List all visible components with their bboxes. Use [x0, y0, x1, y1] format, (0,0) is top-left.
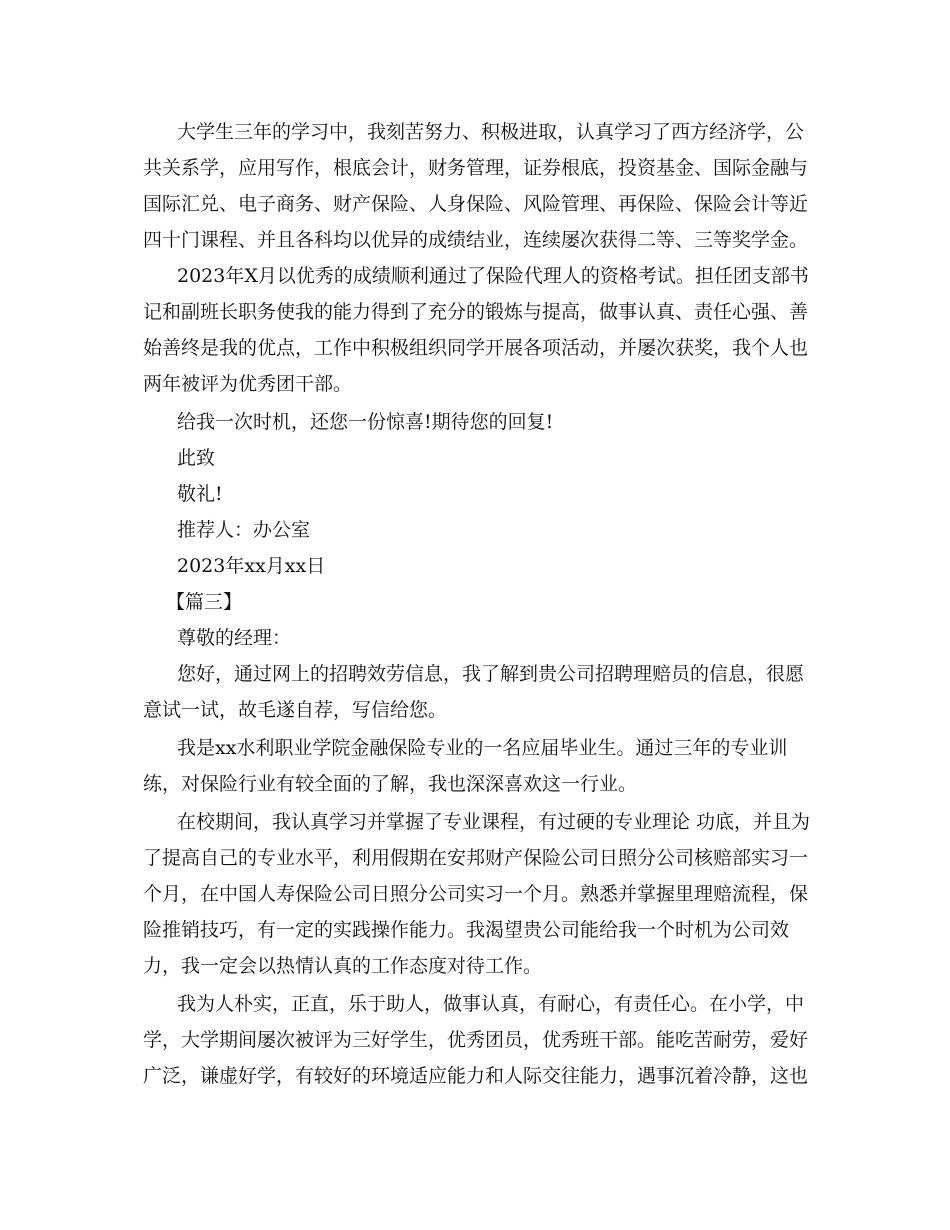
- paragraph-6-line-3: 广泛，谦虚好学，有较好的环境适应能力和人际交往能力，遇事沉着冷静，这也: [143, 1065, 809, 1087]
- paragraph-2-line-1: 2023年X月以优秀的成绩顺利通过了保险代理人的资格考试。担任团支部书: [177, 265, 809, 287]
- paragraph-5-line-3: 个月，在中国人寿保险公司日照分公司实习一个月。熟悉并掌握里理赔流程，保: [143, 883, 809, 905]
- paragraph-5-line-5: 力，我一定会以热情认真的工作态度对待工作。: [143, 955, 543, 977]
- paragraph-5-line-2: 了提高自己的专业水平，利用假期在安邦财产保险公司日照分公司核赔部实习一: [143, 847, 809, 869]
- paragraph-2-line-3: 始善终是我的优点，工作中积极组织同学开展各项活动，并屡次获奖，我个人也: [143, 337, 809, 359]
- paragraph-3-line-1: 您好，通过网上的招聘效劳信息，我了解到贵公司招聘理赔员的信息，很愿: [177, 663, 805, 685]
- paragraph-2-line-4: 两年被评为优秀团干部。: [143, 373, 353, 395]
- paragraph-4-line-2: 练，对保险行业有较全面的了解，我也深深喜欢这一行业。: [143, 773, 638, 795]
- paragraph-4-line-1: 我是xx水利职业学院金融保险专业的一名应届毕业生。通过三年的专业训: [177, 737, 788, 759]
- paragraph-5-line-1: 在校期间，我认真学习并掌握了专业课程，有过硬的专业理论 功底，并且为: [177, 811, 811, 833]
- recommender-line: 推荐人：办公室: [177, 519, 311, 541]
- salutation-line-1: 此致: [177, 447, 216, 469]
- paragraph-3-line-2: 意试一试，故毛遂自荐，写信给您。: [143, 699, 448, 721]
- paragraph-1-line-4: 四十门课程、并且各科均以优异的成绩结业，连续屡次获得二等、三等奖学金。: [143, 229, 809, 251]
- date-line: 2023年xx月xx日: [177, 555, 326, 577]
- greeting-line: 尊敬的经理：: [177, 627, 292, 649]
- paragraph-1-line-3: 国际汇兑、电子商务、财产保险、人身保险、风险管理、再保险、保险会计等近: [143, 193, 809, 215]
- salutation-line-2: 敬礼!: [177, 483, 223, 505]
- paragraph-5-line-4: 险推销技巧，有一定的实践操作能力。我渴望贵公司能给我一个时机为公司效: [143, 919, 790, 941]
- paragraph-1-line-1: 大学生三年的学习中，我刻苦努力、积极进取，认真学习了西方经济学，公: [177, 121, 805, 143]
- paragraph-1-line-2: 共关系学，应用写作，根底会计，财务管理，证券根底，投资基金、国际金融与: [143, 157, 809, 179]
- section-title: 【篇三】: [166, 591, 243, 613]
- paragraph-6-line-1: 我为人朴实，正直，乐于助人，做事认真，有耐心，有责任心。在小学，中: [177, 993, 805, 1015]
- paragraph-2-line-2: 记和副班长职务使我的能力得到了充分的锻炼与提高，做事认真、责任心强、善: [143, 301, 809, 323]
- closing-line: 给我一次时机，还您一份惊喜!期待您的回复!: [177, 411, 554, 433]
- paragraph-6-line-2: 学，大学期间屡次被评为三好学生，优秀团员，优秀班干部。能吃苦耐劳，爱好: [143, 1029, 809, 1051]
